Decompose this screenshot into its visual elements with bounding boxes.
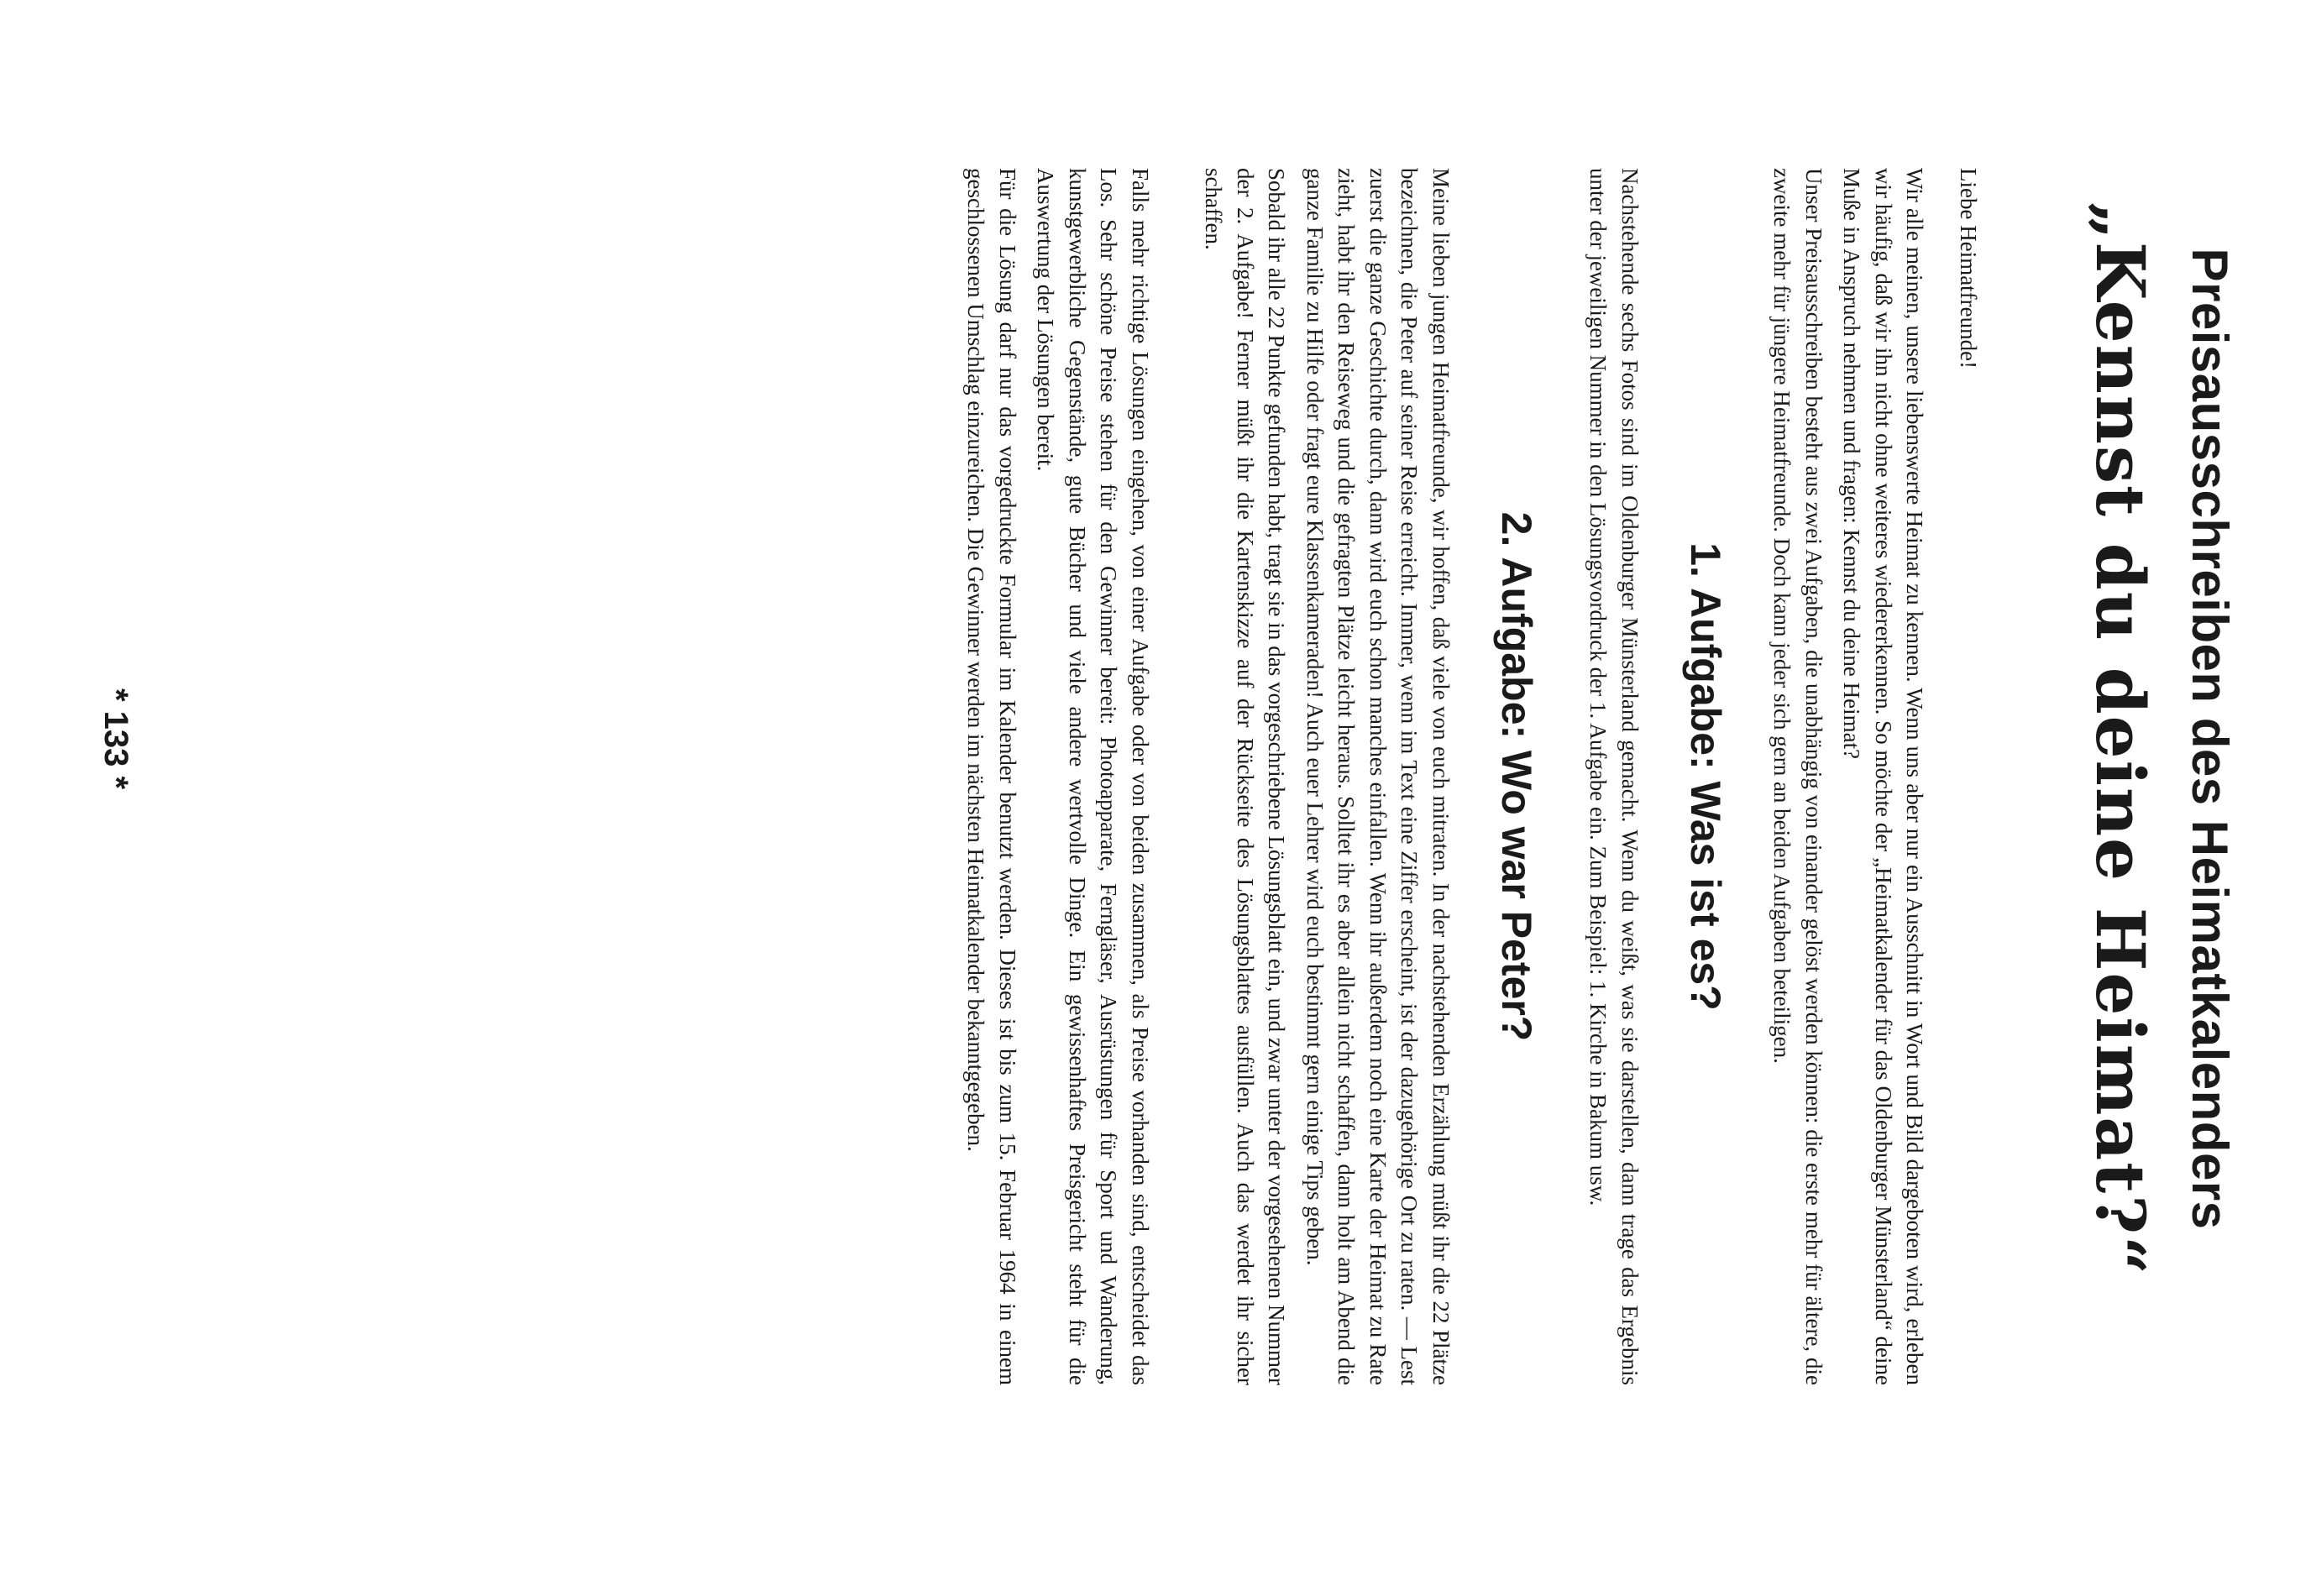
rules-paragraph-1: Falls mehr richtige Lösungen eingehen, von einer Aufgabe oder von beiden zusammen, als Preise vorhanden sind, entscheidet das Los. Sehr schöne Preise stehen für den Gewinner bereit: Photoapparate, Ferngläser, Ausrüstungen für Sport und Wanderung, kunstgewerbliche Gegenstände, gute Bücher und viele andere wertvolle Dinge. Ein gewissenhaftes Preisgericht steht für die Auswertung der Lösungen bereit.: [1033, 168, 1153, 1385]
greeting: Liebe Heimatfreunde!: [1956, 168, 1981, 369]
task-1-heading: 1. Aufgabe: Was ist es?: [1682, 542, 1729, 1011]
intro-paragraph-1: Wir alle meinen, unsere liebenswerte Heimat zu kennen. Wenn uns aber nur ein Ausschnitt in Wort und Bild dargeboten wird, erleben wir häufig, daß wir ihn nicht ohne weiteres wiedererkennen. So möchte der „Heimatkalender für das Oldenburger Münsterland“ deine Muße in Anspruch nehmen und fragen: Kennst du deine Heimat?: [1839, 168, 1928, 1385]
task-2-heading: 2. Aufgabe: Wo war Peter?: [1493, 511, 1540, 1042]
page-subtitle: „Kennst du deine Heimat?“: [2081, 201, 2160, 1277]
page-title: Preisausschreiben des Heimatkalenders: [2182, 248, 2238, 1230]
task-2-paragraph-2: Sobald ihr alle 22 Punkte gefunden habt, tragt sie in das vorgeschriebene Lösungsblatt ein, und zwar unter der vorgesehenen Nummer der 2. Aufgabe! Ferner müßt ihr die Kartenskizze auf der Rückseite des Lösungsblattes ausfüllen. Auch das werdet ihr sicher schaffen.: [1201, 168, 1290, 1385]
intro-paragraph-2: Unser Preisausschreiben besteht aus zwei Aufgaben, die unabhängig von einander gelöst werden können: die erste mehr für ältere, die zweite mehr für jüngere Heimatfreunde. Doch kann jeder sich gern an beiden Aufgaben beteiligen.: [1769, 168, 1826, 1385]
task-1-paragraph: Nachstehende sechs Fotos sind im Oldenburger Münsterland gemacht. Wenn du weißt, was sie darstellen, dann trage das Ergebnis unter der jeweiligen Nummer in den Lösungsvordruck der 1. Aufgabe ein. Zum Beispiel: 1. Kirche in Bakum usw.: [1585, 168, 1643, 1385]
page-number: * 133 *: [97, 688, 134, 790]
section-spacer: [1156, 168, 1189, 1385]
rules-paragraph-2: Für die Lösung darf nur das vorgedruckte Formular im Kalender benutzt werden. Dieses ist bis zum 15. Februar 1964 in einem geschlossenen Umschlag einzureichen. Die Gewinner werden im nächsten Heimatkalender bekanntgegeben.: [963, 168, 1020, 1385]
article-body: [951, 168, 1983, 1385]
task-2-paragraph-1: Meine lieben jungen Heimatfreunde, wir hoffen, daß viele von euch mitraten. In der nachstehenden Erzählung müßt ihr die 22 Plätze bezeichnen, die Peter auf seiner Reise erreicht. Immer, wenn im Text eine Ziffer erscheint, ist der dazugehörige Ort zu raten. — Lest zuerst die ganze Geschichte durch, dann wird euch schon manches einfallen. Wenn ihr außerdem noch eine Karte der Heimat zu Rate zieht, habt ihr den Reiseweg und die gefragten Plätze leicht heraus. Solltet ihr es aber allein nicht schaffen, dann holt am Abend die ganze Familie zu Hilfe oder fragt eure Klassenkameraden! Auch euer Lehrer wird euch bestimmt gern einige Tips geben.: [1302, 168, 1454, 1385]
